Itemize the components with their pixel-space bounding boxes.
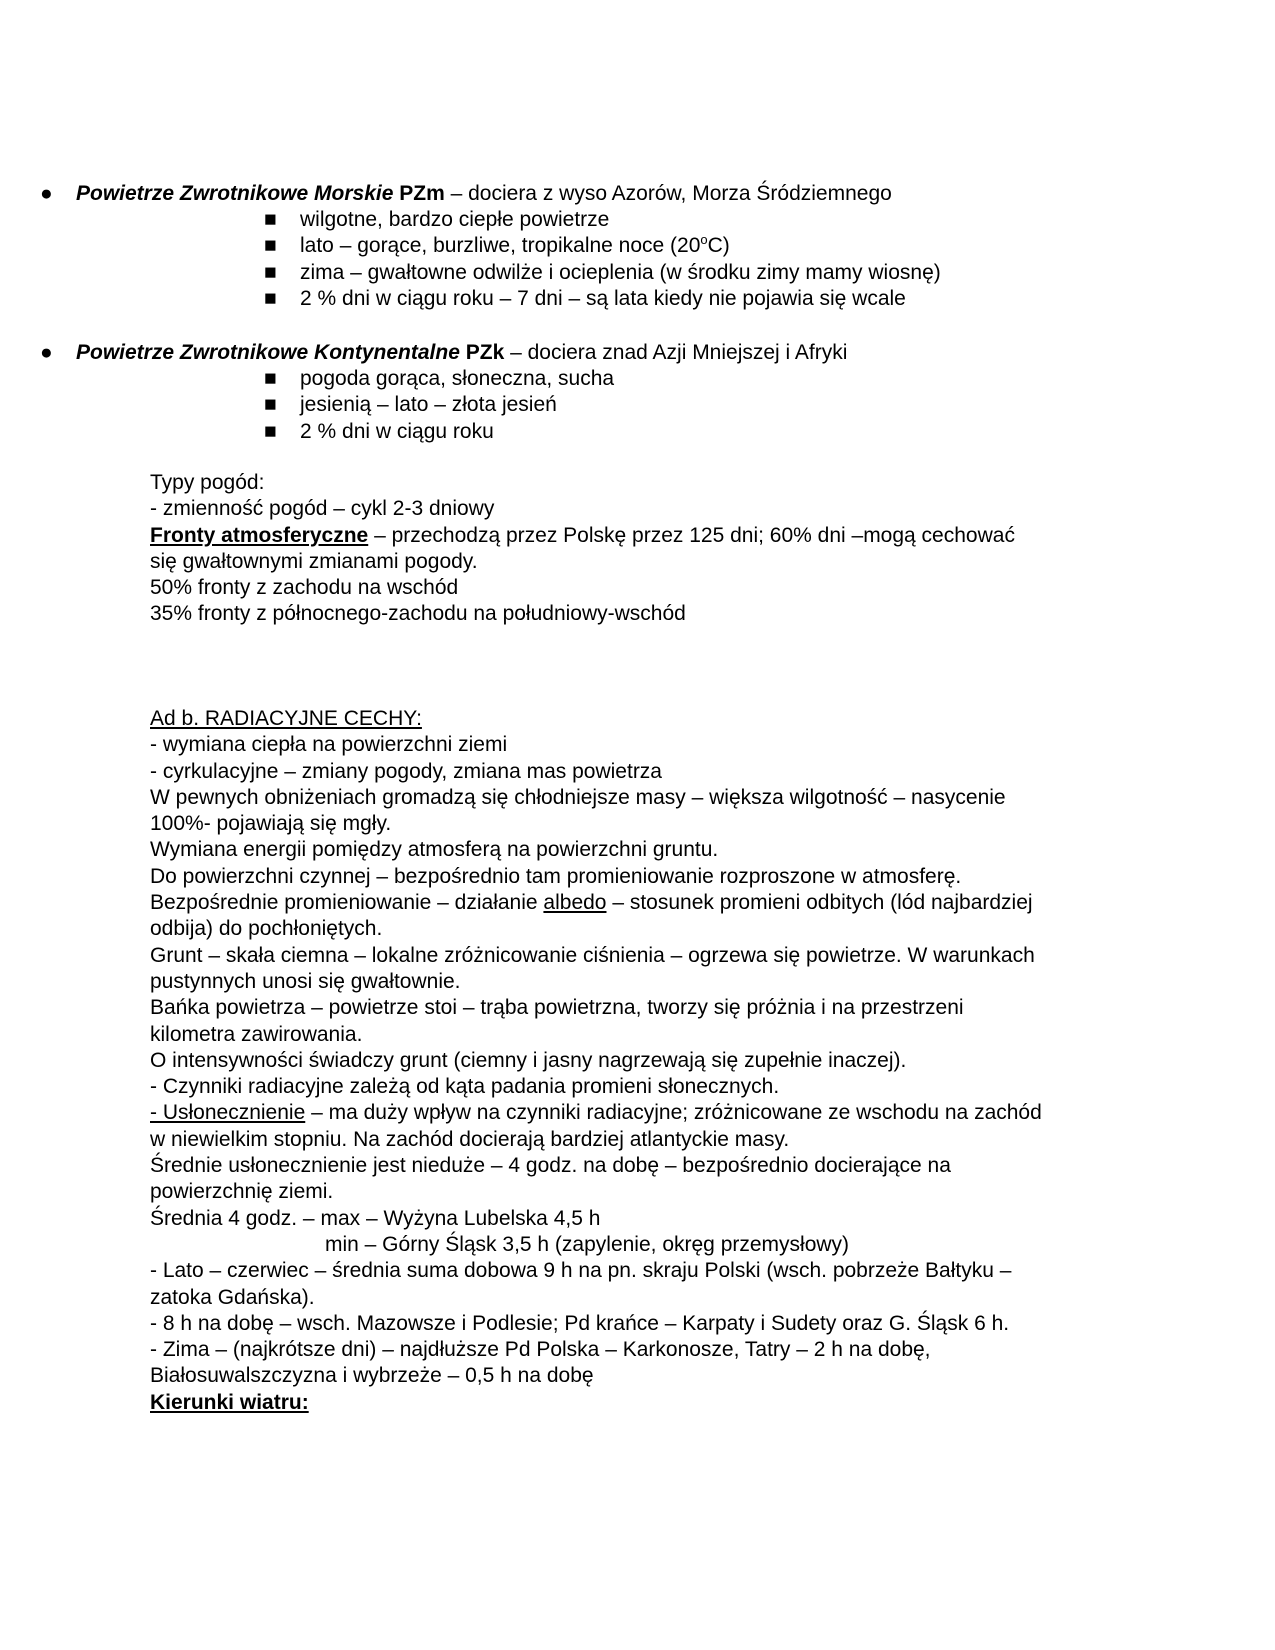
pzm-title: Powietrze Zwrotnikowe Morskie (76, 182, 394, 205)
bullet-dot: ● (40, 182, 53, 205)
bullet-dot: ● (40, 341, 53, 364)
paragraph: Białosuwalszczyzna i wybrzeże – 0,5 h na dobę (150, 1364, 594, 1388)
paragraph: 50% fronty z zachodu na wschód (150, 576, 459, 600)
square-bullet: ■ (264, 234, 277, 258)
radiacyjne-section (150, 706, 1150, 1390)
paragraph: - Czynniki radiacyjne zależą od kąta padania promieni słonecznych. (150, 1075, 780, 1099)
paragraph: - Usłonecznienie – ma duży wpływ na czynniki radiacyjne; zróżnicowane ze wschodu na zachód (150, 1101, 1042, 1125)
bullet-pzk-text (76, 340, 847, 366)
square-bullet: ■ (264, 419, 277, 443)
paragraph: Bańka powietrza – powietrze stoi – trąba powietrzna, tworzy się próżnia i na przestrzeni (150, 996, 964, 1020)
list-item: ■ 2 % dni w ciągu roku – 7 dni – są lata kiedy nie pojawia się wcale (264, 286, 941, 312)
typy-heading: Typy pogód: (150, 471, 265, 494)
pzm-sublist (264, 207, 941, 312)
pzm-code: PZm (399, 182, 445, 205)
list-item: ■ jesienią – lato – złota jesień (264, 392, 614, 418)
list-item: ■ 2 % dni w ciągu roku (264, 419, 614, 445)
list-item: ■ zima – gwałtowne odwilże i ocieplenia (w środku zimy mamy wiosnę) (264, 260, 941, 286)
paragraph: kilometra zawirowania. (150, 1022, 363, 1046)
list-item: ■ pogoda gorąca, słoneczna, sucha (264, 366, 614, 392)
square-bullet: ■ (264, 208, 277, 231)
fronty-label: Fronty atmosferyczne (150, 523, 369, 547)
pzk-title: Powietrze Zwrotnikowe Kontynentalne (76, 341, 460, 364)
square-bullet: ■ (264, 286, 277, 310)
pzk-code: PZk (465, 341, 505, 364)
paragraph: 35% fronty z północnego-zachodu na południowy-wschód (150, 602, 686, 626)
square-bullet: ■ (264, 260, 277, 284)
pzk-desc: – dociera znad Azji Mniejszej i Afryki (504, 341, 848, 364)
paragraph: Fronty atmosferyczne – przechodzą przez Polskę przez 125 dni; 60% dni –mogą cechować (150, 523, 1015, 547)
paragraph: - Zima – (najkrótsze dni) – najdłuższe Pd Polska – Karkonosze, Tatry – 2 h na dobę, (150, 1338, 931, 1362)
paragraph: - zmienność pogód – cykl 2-3 dniowy (150, 497, 495, 521)
paragraph: w niewielkim stopniu. Na zachód docierają bardziej atlantyckie masy. (150, 1127, 790, 1151)
paragraph: O intensywności świadczy grunt (ciemny i jasny nagrzewają się zupełnie inaczej). (150, 1048, 907, 1072)
paragraph: W pewnych obniżeniach gromadzą się chłodniejsze masy – większa wilgotność – nasycenie (150, 785, 1006, 809)
square-bullet: ■ (264, 393, 277, 417)
list-item: ■ wilgotne, bardzo ciepłe powietrze (264, 207, 941, 233)
paragraph: odbija) do pochłoniętych. (150, 917, 383, 941)
uslonecznienie-term: - Usłonecznienie (150, 1101, 306, 1125)
paragraph: - wymiana ciepła na powierzchni ziemi (150, 733, 508, 757)
bullet-pzm-text (76, 181, 892, 207)
paragraph: - cyrkulacyjne – zmiany pogody, zmiana mas powietrza (150, 759, 662, 783)
kierunki-heading: Kierunki wiatru: (150, 1391, 309, 1414)
paragraph: powierzchnię ziemi. (150, 1180, 334, 1204)
paragraph: - Lato – czerwiec – średnia suma dobowa 9 h na pn. skraju Polski (wsch. pobrzeże Bałtyku – (150, 1259, 1012, 1283)
paragraph: pustynnych unosi się gwałtownie. (150, 969, 461, 993)
kierunki-section (150, 1390, 1150, 1416)
square-bullet: ■ (264, 367, 277, 390)
paragraph: Bezpośrednie promieniowanie – działanie albedo – stosunek promieni odbitych (lód najbardziej (150, 891, 1033, 915)
paragraph: Do powierzchni czynnej – bezpośrednio tam promieniowanie rozproszone w atmosferę. (150, 864, 962, 888)
pzk-sublist (264, 366, 614, 445)
list-item: ■ lato – gorące, burzliwe, tropikalne noce (20$^o$C) (264, 233, 941, 259)
radiacyjne-heading: Ad b. RADIACYJNE CECHY: (150, 707, 422, 730)
typy-pogod-section (150, 470, 1150, 628)
paragraph: Średnie usłonecznienie jest nieduże – 4 godz. na dobę – bezpośrednio docierające na (150, 1154, 951, 1178)
paragraph: Grunt – skała ciemna – lokalne zróżnicowanie ciśnienia – ogrzewa się powietrze. W warunkach (150, 943, 1035, 967)
albedo-term: albedo (543, 891, 607, 915)
paragraph: się gwałtownymi zmianami pogody. (150, 549, 478, 573)
pzm-desc: – dociera z wyso Azorów, Morza Śródziemnego (444, 182, 892, 205)
paragraph: zatoka Gdańska). (150, 1285, 315, 1309)
paragraph: Wymiana energii pomiędzy atmosferą na powierzchni gruntu. (150, 838, 719, 862)
paragraph: 100%- pojawiają się mgły. (150, 812, 392, 836)
paragraph: - 8 h na dobę – wsch. Mazowsze i Podlesie; Pd krańce – Karpaty i Sudety oraz G. Śląsk 6 h. (150, 1311, 1010, 1335)
paragraph: min – Górny Śląsk 3,5 h (zapylenie, okręg przemysłowy) (325, 1232, 850, 1256)
paragraph: Średnia 4 godz. – max – Wyżyna Lubelska 4,5 h (150, 1206, 601, 1230)
